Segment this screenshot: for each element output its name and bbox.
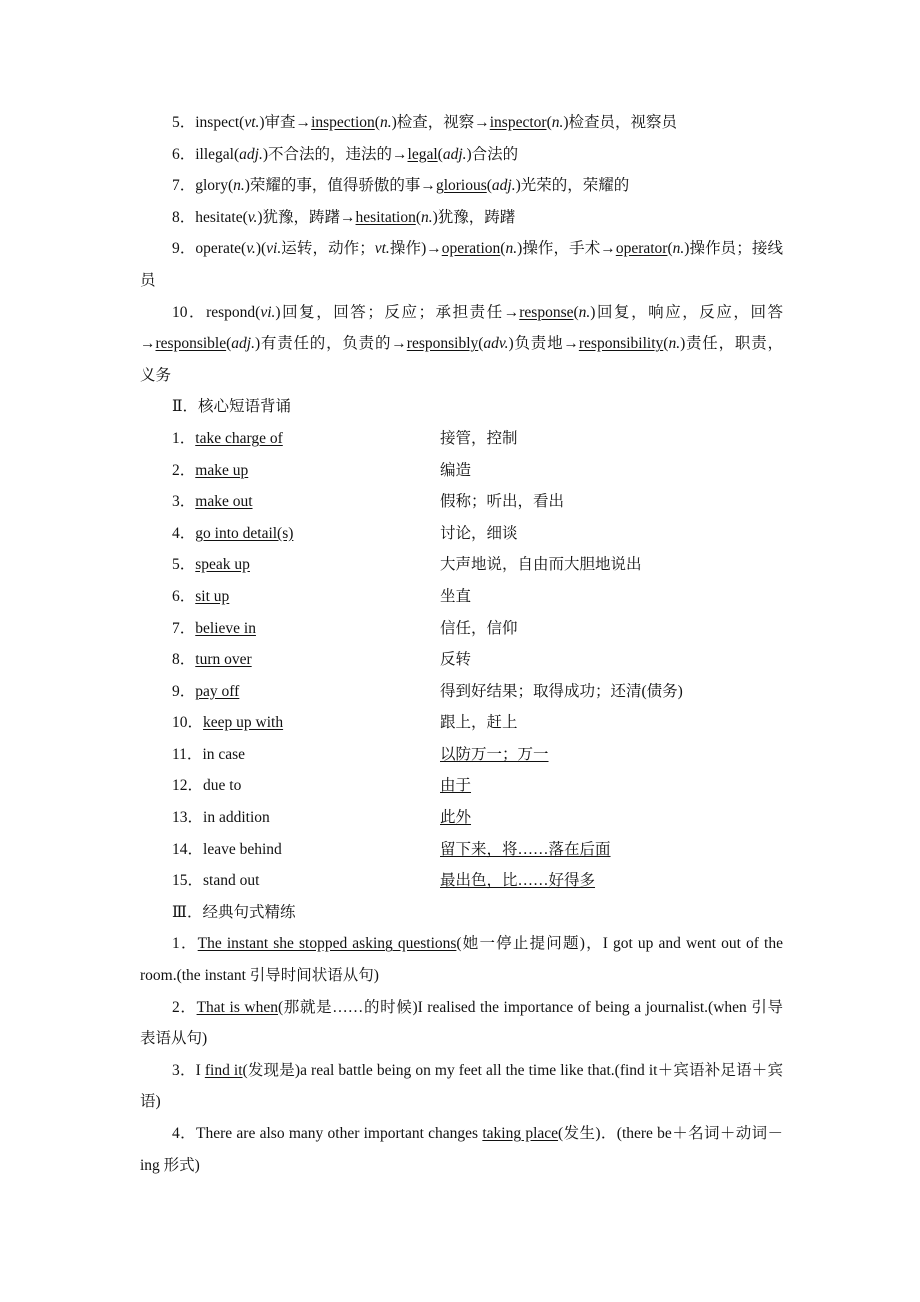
phrase-chinese — [440, 739, 783, 771]
answer-text: glorious — [435, 177, 487, 195]
text-segment: 操作)→ — [389, 240, 442, 258]
phrase-number: 5． — [172, 556, 196, 574]
text-segment: adj. — [231, 335, 255, 353]
text-segment: n. — [578, 303, 591, 321]
answer-text: taking place — [482, 1125, 559, 1142]
sentence-list — [140, 928, 783, 1181]
text-segment: adv. — [483, 335, 509, 353]
phrase-number: 10． — [172, 714, 204, 732]
phrase-number: 11． — [172, 745, 203, 763]
phrase-row — [140, 834, 783, 866]
phrase-english-text: take charge of — [195, 429, 283, 447]
phrase-english — [140, 676, 440, 708]
answer-text: That is when — [196, 998, 278, 1016]
text-segment: )责任，职责，义务 — [140, 335, 783, 384]
phrase-number: 15． — [172, 872, 204, 890]
phrase-row — [140, 423, 783, 455]
phrase-row — [140, 581, 783, 613]
text-segment: ( — [663, 335, 669, 353]
text-segment: ( — [486, 177, 492, 195]
text-segment: (发生)．(there be＋名词＋动词－ing 形式) — [140, 1125, 784, 1174]
phrase-row — [140, 770, 783, 802]
phrase-english-text: due to — [203, 777, 242, 795]
phrase-english — [140, 613, 440, 645]
phrase-english — [140, 518, 440, 550]
phrase-english-text: go into detail(s) — [195, 524, 294, 542]
phrase-english — [140, 865, 440, 897]
phrase-chinese-text: 讨论，细谈 — [440, 524, 518, 542]
text-segment: ( — [415, 208, 421, 226]
text-segment: ( — [667, 240, 673, 258]
text-segment: 6．illegal( — [172, 145, 240, 163]
answer-text: legal — [407, 145, 438, 163]
phrase-english-text: stand out — [203, 872, 260, 890]
phrase-number: 2． — [172, 461, 196, 479]
text-segment: 5．inspect( — [172, 114, 245, 131]
phrase-number: 9． — [172, 682, 196, 700]
phrase-row — [140, 613, 783, 645]
text-segment: )犹豫，踌躇 — [432, 208, 516, 226]
answer-text: responsibility — [578, 335, 664, 353]
answer-text: inspection — [311, 114, 375, 131]
text-segment: )操作，手术→ — [517, 240, 616, 258]
text-segment: v. — [246, 240, 256, 258]
word-item — [140, 139, 783, 171]
text-segment: ( — [573, 303, 579, 321]
phrase-row — [140, 707, 783, 739]
answer-text: response — [519, 303, 574, 321]
phrase-chinese-text: 编造 — [440, 461, 472, 479]
text-segment: )不合法的，违法的→ — [262, 145, 408, 163]
phrase-english-text: in case — [202, 745, 246, 763]
text-segment: ( — [478, 335, 484, 353]
phrase-chinese-text: 以防万一；万一 — [440, 745, 549, 763]
text-segment: (发现是)a real battle being on my feet all the time like that.(find it＋宾语补足语＋宾语) — [140, 1061, 783, 1111]
word-item — [140, 202, 783, 234]
word-formation-list — [140, 107, 783, 391]
text-segment: adj. — [239, 145, 263, 163]
text-segment: (她一停止提问题)，I got up and went out of the room.(the instant 引导时间状语从句) — [140, 935, 783, 985]
text-segment: )荣耀的事，值得骄傲的事→ — [244, 177, 436, 195]
text-segment: vi. — [266, 240, 282, 258]
phrase-chinese — [440, 518, 783, 550]
phrase-list — [140, 423, 783, 897]
phrase-chinese-text: 跟上，赶上 — [440, 714, 518, 732]
text-segment: ( — [374, 114, 380, 131]
phrase-english — [140, 834, 440, 866]
phrase-chinese-text: 留下来，将……落在后面 — [440, 840, 611, 858]
phrase-chinese-text: 反转 — [440, 651, 472, 669]
phrase-english — [140, 739, 440, 771]
phrase-row — [140, 518, 783, 550]
answer-text: inspector — [489, 114, 547, 131]
text-segment: adj. — [442, 145, 467, 163]
text-segment: )检查员，视察员 — [563, 114, 678, 131]
phrase-chinese — [440, 549, 783, 581]
answer-text: responsible — [155, 335, 227, 353]
phrase-chinese-text: 坐直 — [440, 587, 472, 605]
text-segment: n. — [233, 177, 245, 195]
text-segment: )( — [255, 240, 267, 258]
phrase-row — [140, 455, 783, 487]
phrase-number: 6． — [172, 587, 196, 605]
phrase-english-text: keep up with — [203, 714, 284, 732]
phrase-english-text: turn over — [195, 651, 252, 669]
phrase-chinese — [440, 486, 783, 518]
phrase-english — [140, 802, 440, 834]
phrase-number: 4． — [172, 524, 196, 542]
phrase-chinese — [440, 770, 783, 802]
phrase-english — [140, 455, 440, 487]
text-segment: ( — [226, 335, 232, 353]
text-segment: n. — [421, 208, 433, 226]
text-segment: )光荣的，荣耀的 — [515, 177, 630, 195]
answer-text: operator — [615, 240, 668, 258]
phrase-english — [140, 581, 440, 613]
text-segment: v. — [247, 208, 258, 226]
phrase-chinese-text: 信任，信仰 — [440, 619, 518, 637]
text-segment: adj. — [491, 177, 516, 195]
phrase-number: 3． — [172, 493, 196, 511]
word-item — [140, 107, 783, 139]
text-segment: )检查，视察→ — [391, 114, 490, 131]
phrase-row — [140, 549, 783, 581]
sentence-item — [140, 928, 783, 991]
word-item — [140, 297, 783, 392]
phrase-english-text: leave behind — [203, 840, 282, 858]
phrase-chinese — [440, 865, 783, 897]
phrase-chinese — [440, 423, 783, 455]
phrase-english-text: pay off — [195, 682, 240, 700]
phrase-chinese — [440, 613, 783, 645]
text-segment: )有责任的，负责的→ — [254, 335, 407, 353]
phrase-english-text: make out — [195, 493, 253, 511]
phrase-english — [140, 707, 440, 739]
phrase-chinese — [440, 455, 783, 487]
text-segment: 7．glory( — [172, 177, 234, 195]
word-item — [140, 170, 783, 202]
text-segment: 3．I — [172, 1061, 205, 1079]
phrase-chinese-text: 最出色，比……好得多 — [440, 872, 596, 890]
answer-text: operation — [441, 240, 501, 258]
phrase-chinese — [440, 644, 783, 676]
text-segment: 10．respond( — [172, 303, 261, 321]
phrase-chinese-text: 此外 — [440, 809, 472, 827]
phrase-chinese — [440, 581, 783, 613]
phrase-number: 7． — [172, 619, 196, 637]
text-segment: )合法的 — [466, 145, 519, 163]
phrase-chinese — [440, 834, 783, 866]
text-segment: n. — [672, 240, 685, 258]
text-segment: vt. — [374, 240, 390, 258]
text-segment: n. — [379, 114, 392, 131]
text-segment: (那就是……的时候)I realised the importance of being a journalist.(when 引导表语从句) — [140, 998, 783, 1048]
text-segment: 1． — [172, 935, 198, 953]
phrase-english-text: in addition — [203, 809, 270, 827]
text-segment: )操作员；接线员 — [140, 240, 783, 289]
section-heading-sentences: Ⅲ．经典句式精练 — [172, 903, 296, 921]
text-segment: n. — [505, 240, 518, 258]
phrase-row — [140, 802, 783, 834]
text-segment: ( — [437, 145, 443, 163]
phrase-row — [140, 865, 783, 897]
answer-text: The instant she stopped asking questions — [197, 935, 457, 953]
phrase-english — [140, 423, 440, 455]
phrase-english-text: speak up — [195, 556, 250, 574]
phrase-row — [140, 739, 783, 771]
sentence-item — [140, 1055, 783, 1118]
text-segment: n. — [668, 335, 681, 353]
phrase-chinese-text: 得到好结果；取得成功；还清(债务) — [440, 682, 683, 700]
phrase-chinese-text: 假称；听出，看出 — [440, 493, 565, 511]
word-item — [140, 233, 783, 296]
text-segment: )审查→ — [259, 114, 312, 131]
text-segment: )回复，响应，反应，回答→ — [140, 303, 783, 353]
text-segment: )回复，回答；反应；承担责任→ — [275, 303, 520, 321]
sentence-item — [140, 992, 783, 1055]
text-segment: 2． — [172, 998, 197, 1016]
text-segment: )犹豫，踌躇→ — [257, 208, 356, 226]
phrase-chinese — [440, 676, 783, 708]
text-segment: 9．operate( — [172, 240, 247, 258]
text-segment: 8．hesitate( — [172, 208, 248, 226]
phrase-row — [140, 486, 783, 518]
text-segment: 4．There are also many other important changes — [172, 1125, 483, 1142]
phrase-chinese-text: 接管，控制 — [440, 429, 518, 447]
answer-text: responsibly — [406, 335, 479, 353]
phrase-english — [140, 486, 440, 518]
phrase-number: 12． — [172, 777, 204, 795]
phrase-row — [140, 676, 783, 708]
phrase-number: 14． — [172, 840, 204, 858]
text-segment: ( — [500, 240, 506, 258]
phrase-number: 1． — [172, 429, 196, 447]
phrase-number: 13． — [172, 809, 204, 827]
phrase-chinese — [440, 707, 783, 739]
phrase-english-text: believe in — [195, 619, 256, 637]
text-segment: n. — [551, 114, 564, 131]
document-page — [140, 107, 783, 1181]
sentence-item — [140, 1118, 783, 1181]
phrase-row — [140, 644, 783, 676]
phrase-chinese-text: 由于 — [440, 777, 472, 795]
text-segment: ( — [546, 114, 552, 131]
phrase-number: 8． — [172, 651, 196, 669]
phrase-english-text: make up — [195, 461, 249, 479]
phrase-english — [140, 549, 440, 581]
text-segment: vt. — [244, 114, 260, 131]
phrase-chinese-text: 大声地说，自由而大胆地说出 — [440, 556, 642, 574]
phrase-chinese — [440, 802, 783, 834]
answer-text: find it — [204, 1061, 243, 1079]
phrase-english — [140, 644, 440, 676]
text-segment: 运转，动作； — [281, 240, 375, 258]
text-segment: )负责地→ — [508, 335, 579, 353]
phrase-english-text: sit up — [195, 587, 230, 605]
text-segment: vi. — [260, 303, 276, 321]
section-heading-phrases: Ⅱ．核心短语背诵 — [172, 398, 292, 416]
answer-text: hesitation — [355, 208, 416, 226]
phrase-english — [140, 770, 440, 802]
